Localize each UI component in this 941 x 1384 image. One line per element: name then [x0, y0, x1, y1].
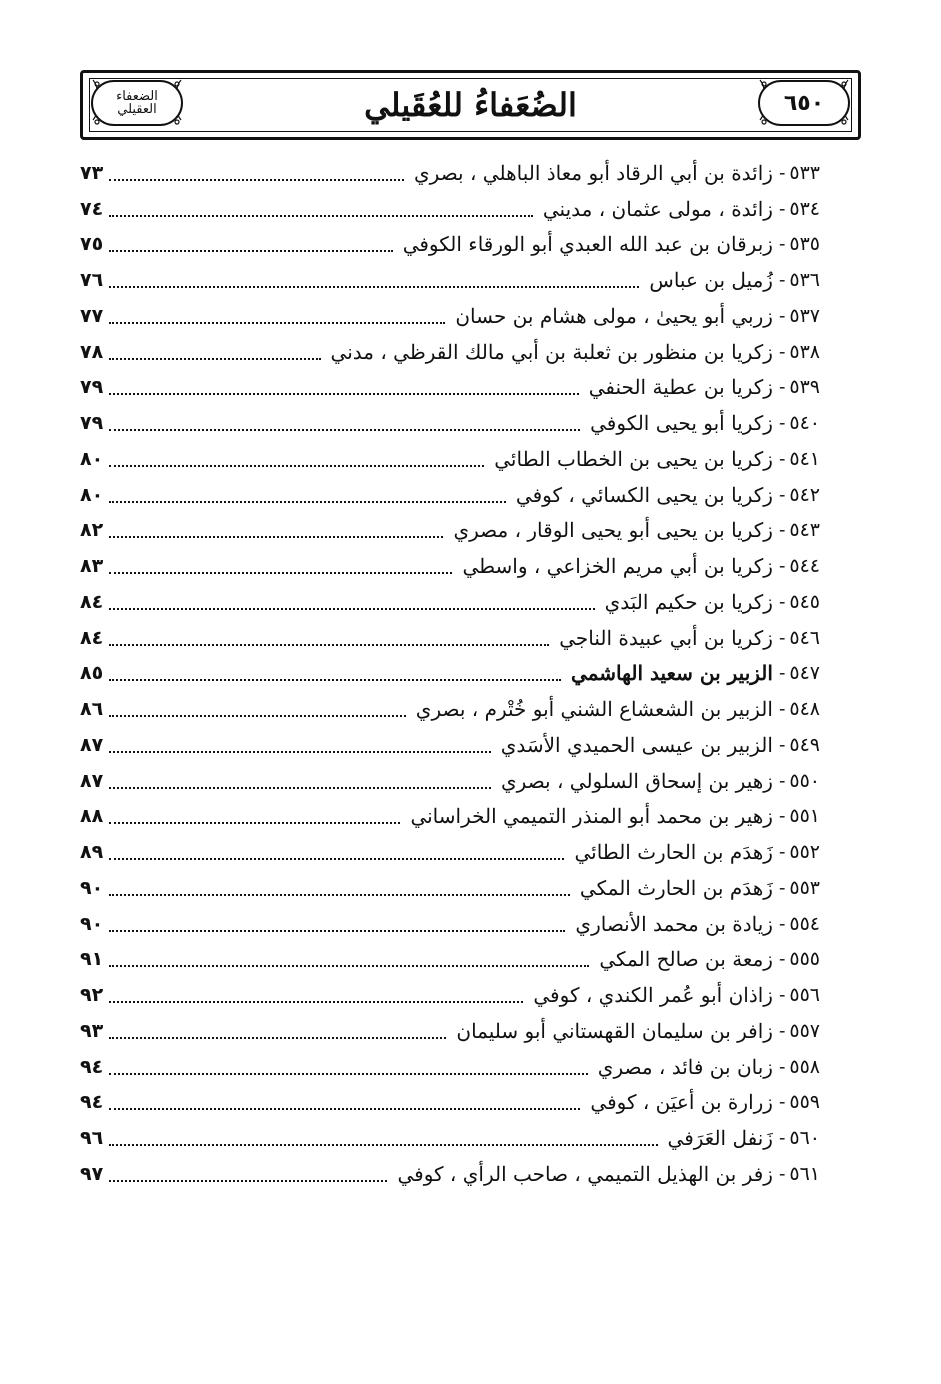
entry-page-number: ٧٤: [80, 197, 104, 220]
entry-number: ٥٥٦: [789, 984, 820, 1007]
entry-dash: -: [778, 805, 786, 828]
entry-dash: -: [778, 269, 786, 292]
toc-entry: [80, 1085, 820, 1121]
entry-dash: -: [778, 340, 786, 363]
entry-page-number: ٨٩: [80, 841, 104, 864]
entry-dash: -: [778, 876, 786, 899]
entry-dash: -: [778, 412, 786, 435]
entry-page-number: ٩٢: [80, 984, 104, 1007]
entry-page-number: ٨٦: [80, 698, 104, 721]
dot-leader: [109, 322, 445, 324]
toc-entry: [80, 727, 820, 763]
entry-dash: -: [778, 912, 786, 935]
entry-dash: -: [778, 1127, 786, 1150]
entry-name: زَهدَم بن الحارث الطائي: [574, 840, 773, 865]
toc-entry: [80, 262, 820, 298]
dot-leader: [109, 787, 491, 789]
toc-entry: [80, 942, 820, 978]
entry-number: ٥٣٨: [789, 340, 820, 363]
entry-page-number: ٨٠: [80, 483, 104, 506]
dot-leader: [109, 894, 570, 896]
entry-number: ٥٤٥: [789, 590, 820, 613]
entry-name: زافر بن سليمان القهستاني أبو سليمان: [456, 1018, 773, 1043]
entry-name: الزبير بن عيسى الحميدي الأسَدي: [500, 732, 773, 757]
dot-leader: [109, 608, 594, 610]
toc-entry: [80, 227, 820, 263]
entry-page-number: ٧٥: [80, 233, 104, 256]
entry-number: ٥٥٢: [789, 841, 820, 864]
entry-dash: -: [778, 1055, 786, 1078]
dot-leader: [109, 215, 533, 217]
entry-dash: -: [778, 698, 786, 721]
entry-dash: -: [778, 662, 786, 685]
entry-number: ٥٤٤: [789, 555, 820, 578]
entry-number: ٥٣٥: [789, 233, 820, 256]
entry-page-number: ٧٣: [80, 161, 104, 184]
entry-name: زكريا بن عطية الحنفي: [588, 375, 773, 400]
toc-entry: [80, 656, 820, 692]
page-header: [80, 70, 861, 140]
toc-entry: [80, 441, 820, 477]
entry-dash: -: [778, 233, 786, 256]
toc-entry: [80, 1156, 820, 1192]
entry-number: ٥٥٩: [789, 1091, 820, 1114]
entry-number: ٥٤٧: [789, 662, 820, 685]
entry-number: ٥٣٤: [789, 197, 820, 220]
entry-page-number: ٨٤: [80, 626, 104, 649]
entry-dash: -: [778, 483, 786, 506]
entry-number: ٥٦٠: [789, 1127, 820, 1150]
dot-leader: [109, 1001, 523, 1003]
entry-number: ٥٤٢: [789, 483, 820, 506]
entry-dash: -: [778, 769, 786, 792]
entry-name: زكريا بن منظور بن ثعلبة بن أبي مالك القرظي ، مدني: [330, 339, 773, 364]
entry-page-number: ٧٧: [80, 304, 104, 327]
entry-dash: -: [778, 197, 786, 220]
entry-number: ٥٤١: [789, 447, 820, 470]
dot-leader: [109, 250, 392, 252]
entry-name: زرارة بن أعيَن ، كوفي: [590, 1090, 773, 1115]
dot-leader: [109, 1144, 657, 1146]
entry-page-number: ٧٦: [80, 269, 104, 292]
entry-name: زكريا بن يحيى بن الخطاب الطائي: [494, 446, 773, 471]
dot-leader: [109, 965, 589, 967]
entry-dash: -: [778, 984, 786, 1007]
toc-entry: [80, 405, 820, 441]
entry-dash: -: [778, 1162, 786, 1185]
entry-dash: -: [778, 519, 786, 542]
dot-leader: [109, 501, 506, 503]
dot-leader: [109, 179, 404, 181]
entry-page-number: ٨٨: [80, 805, 104, 828]
entry-name: زكريا بن أبي مريم الخزاعي ، واسطي: [462, 554, 773, 579]
entry-page-number: ٧٩: [80, 376, 104, 399]
dot-leader: [109, 1108, 580, 1110]
entry-dash: -: [778, 1091, 786, 1114]
entry-dash: -: [778, 161, 786, 184]
entry-page-number: ٧٨: [80, 340, 104, 363]
entry-page-number: ٩٦: [80, 1127, 104, 1150]
entry-dash: -: [778, 1019, 786, 1042]
dot-leader: [109, 393, 579, 395]
entry-page-number: ٩٧: [80, 1162, 104, 1185]
entry-name: زائدة بن أبي الرقاد أبو معاذ الباهلي ، بصري: [414, 160, 773, 185]
toc-entry: [80, 513, 820, 549]
entry-number: ٥٤٣: [789, 519, 820, 542]
entry-page-number: ٩٤: [80, 1055, 104, 1078]
toc-entry: [80, 298, 820, 334]
toc-entry: [80, 1120, 820, 1156]
entry-number: ٥٣٧: [789, 304, 820, 327]
entry-number: ٥٤٠: [789, 412, 820, 435]
book-seal-line2: العقيلي: [117, 102, 157, 117]
toc-entry: [80, 870, 820, 906]
entry-number: ٥٤٦: [789, 626, 820, 649]
entry-name: زفر بن الهذيل التميمي ، صاحب الرأي ، كوفي: [397, 1161, 773, 1186]
page-number: ٦٥٠: [783, 90, 825, 116]
entry-page-number: ٨٢: [80, 519, 104, 542]
entry-number: ٥٥٠: [789, 769, 820, 792]
toc-entry: [80, 584, 820, 620]
entry-number: ٥٥٧: [789, 1019, 820, 1042]
entry-number: ٥٤٩: [789, 733, 820, 756]
entry-number: ٥٥٥: [789, 948, 820, 971]
entry-page-number: ٨٠: [80, 447, 104, 470]
entry-name: زربي أبو يحيىٰ ، مولى هشام بن حسان: [455, 303, 773, 328]
entry-name: الزبير بن سعيد الهاشمي: [571, 661, 773, 686]
entry-page-number: ٨٤: [80, 590, 104, 613]
dot-leader: [109, 429, 580, 431]
entry-page-number: ٩٠: [80, 912, 104, 935]
entry-page-number: ٩٠: [80, 876, 104, 899]
page-number-cartouche: [758, 80, 850, 126]
dot-leader: [109, 1073, 588, 1075]
dot-leader: [109, 536, 443, 538]
entry-dash: -: [778, 304, 786, 327]
entry-page-number: ٩٣: [80, 1019, 104, 1042]
dot-leader: [109, 1180, 387, 1182]
toc-entry: [80, 548, 820, 584]
entry-name: زكريا بن يحيى أبو يحيى الوقار ، مصري: [453, 518, 773, 543]
entry-number: ٥٥١: [789, 805, 820, 828]
entry-dash: -: [778, 447, 786, 470]
toc-entry: [80, 477, 820, 513]
entry-name: زَنفل العَرَفي: [667, 1126, 773, 1151]
dot-leader: [109, 572, 452, 574]
toc-entry: [80, 370, 820, 406]
entry-number: ٥٦١: [789, 1162, 820, 1185]
entry-name: زيادة بن محمد الأنصاري: [575, 911, 773, 936]
dot-leader: [109, 1037, 446, 1039]
toc-entry: [80, 799, 820, 835]
entry-name: زائدة ، مولى عثمان ، مديني: [542, 196, 773, 221]
dot-leader: [109, 858, 564, 860]
entry-number: ٥٣٦: [789, 269, 820, 292]
toc-entry: [80, 691, 820, 727]
entry-page-number: ٩٤: [80, 1091, 104, 1114]
entry-name: زمعة بن صالح المكي: [599, 947, 773, 972]
entry-name: زَهدَم بن الحارث المكي: [579, 875, 773, 900]
running-title: الضُعَفاءُ للعُقَيلي: [364, 86, 577, 124]
entry-name: زكريا بن يحيى الكسائي ، كوفي: [515, 482, 773, 507]
dot-leader: [109, 286, 639, 288]
book-seal: [91, 80, 183, 126]
entry-name: زكريا بن حكيم البَدي: [604, 589, 773, 614]
dot-leader: [109, 679, 561, 681]
entry-number: ٥٥٨: [789, 1055, 820, 1078]
entry-page-number: ٨٧: [80, 769, 104, 792]
entry-name: زهير بن إسحاق السلولي ، بصري: [501, 768, 773, 793]
entry-page-number: ٩١: [80, 948, 104, 971]
toc-entry: [80, 1013, 820, 1049]
toc-entry: [80, 1049, 820, 1085]
entry-dash: -: [778, 555, 786, 578]
book-seal-line1: الضعفاء: [116, 89, 158, 104]
entry-dash: -: [778, 626, 786, 649]
toc-entry: [80, 977, 820, 1013]
dot-leader: [109, 930, 565, 932]
entry-name: زاذان أبو عُمر الكندي ، كوفي: [533, 983, 773, 1008]
entry-dash: -: [778, 841, 786, 864]
entry-page-number: ٧٩: [80, 412, 104, 435]
toc-entry: [80, 834, 820, 870]
entry-number: ٥٥٣: [789, 876, 820, 899]
toc-entry: [80, 620, 820, 656]
dot-leader: [109, 822, 400, 824]
entry-name: زُميل بن عباس: [649, 268, 773, 293]
toc-entry: [80, 334, 820, 370]
entry-name: زبان بن فائد ، مصري: [597, 1054, 773, 1079]
entry-name: زهير بن محمد أبو المنذر التميمي الخراساني: [410, 804, 773, 829]
entry-name: زكريا بن أبي عبيدة الناجي: [559, 625, 773, 650]
entry-page-number: ٨٥: [80, 662, 104, 685]
dot-leader: [109, 465, 484, 467]
entry-name: زكريا أبو يحيى الكوفي: [590, 411, 773, 436]
entry-page-number: ٨٣: [80, 555, 104, 578]
entry-name: زبرقان بن عبد الله العبدي أبو الورقاء الكوفي: [402, 232, 773, 257]
dot-leader: [109, 751, 491, 753]
entry-name: الزبير بن الشعشاع الشني أبو خُتْرم ، بصري: [415, 697, 773, 722]
dot-leader: [109, 644, 549, 646]
entry-number: ٥٤٨: [789, 698, 820, 721]
entry-page-number: ٨٧: [80, 733, 104, 756]
toc-entry: [80, 906, 820, 942]
dot-leader: [109, 715, 406, 717]
entry-number: ٥٣٩: [789, 376, 820, 399]
entry-dash: -: [778, 733, 786, 756]
entry-dash: -: [778, 590, 786, 613]
entry-dash: -: [778, 948, 786, 971]
entry-dash: -: [778, 376, 786, 399]
toc-entry: [80, 191, 820, 227]
table-of-contents: [80, 155, 820, 1192]
entry-number: ٥٣٣: [789, 161, 820, 184]
toc-entry: [80, 763, 820, 799]
entry-number: ٥٥٤: [789, 912, 820, 935]
dot-leader: [109, 358, 320, 360]
toc-entry: [80, 155, 820, 191]
